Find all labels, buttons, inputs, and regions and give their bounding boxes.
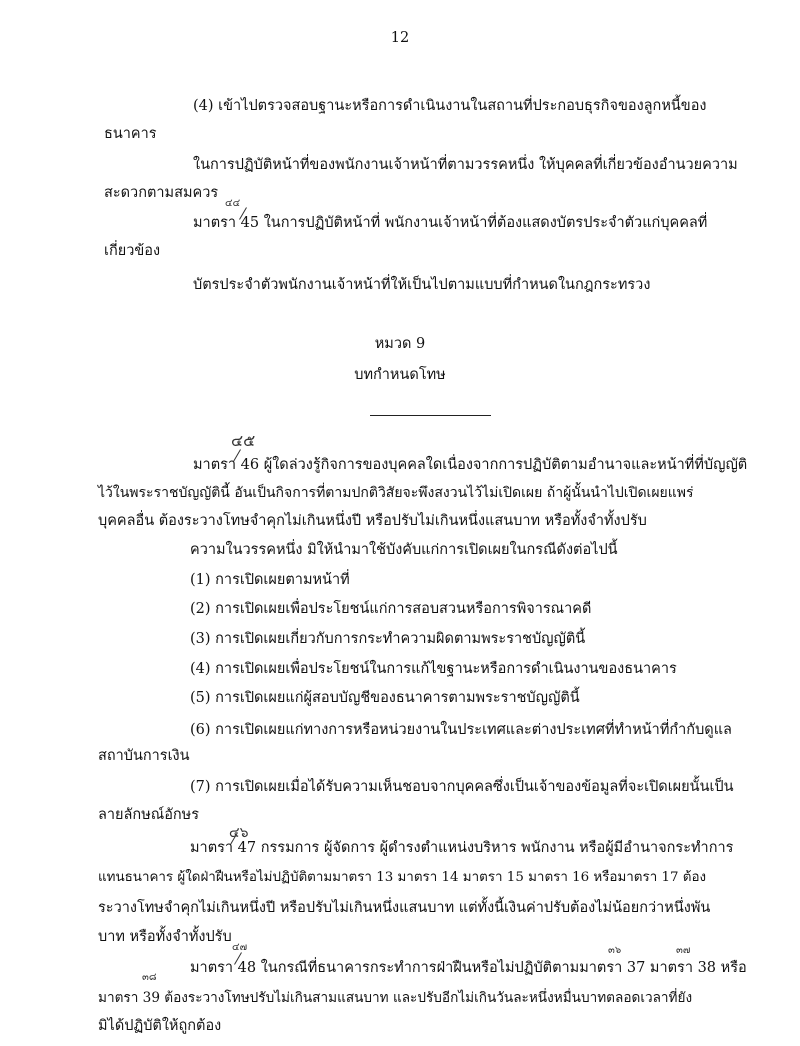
handwritten-note-section-47: ๔๖ xyxy=(229,825,249,841)
list-item: (7) การเปิดเผยเมื่อได้รับความเห็นชอบจากบุคคลซึ่งเป็นเจ้าของข้อมูลที่จะเปิดเผยนั้นเป็น xyxy=(190,779,734,795)
handwritten-note-section-46: ๔๕ xyxy=(231,431,256,450)
chapter-number: หมวด 9 xyxy=(374,336,426,352)
list-item: (1) การเปิดเผยตามหน้าที่ xyxy=(190,572,350,588)
handwritten-note-37: ๓๖ xyxy=(608,945,622,956)
section-45-line-1: มาตรา 45 ในการปฏิบัติหน้าที่ พนักงานเจ้าหน้าที่ต้องแสดงบัตรประจำตัวแก่บุคคลที่ xyxy=(193,215,708,231)
list-item: (3) การเปิดเผยเกี่ยวกับการกระทำความผิดตามพระราชบัญญัตินี้ xyxy=(190,631,586,647)
chapter-title: บทกำหนดโทษ xyxy=(354,367,446,383)
paragraph-line-1: ในการปฏิบัติหน้าที่ของพนักงานเจ้าหน้าที่ตามวรรคหนึ่ง ให้บุคคลที่เกี่ยวข้องอำนวยความ xyxy=(193,157,738,173)
handwritten-note-39: ๓๘ xyxy=(142,972,157,983)
section-45-line-3: บัตรประจำตัวพนักงานเจ้าหน้าที่ให้เป็นไปตามแบบที่กำหนดในกฎกระทรวง xyxy=(193,277,651,293)
section-45-line-2: เกี่ยวข้อง xyxy=(104,243,161,259)
list-item-continuation: ลายลักษณ์อักษร xyxy=(98,807,200,823)
list-item: (5) การเปิดเผยแก่ผู้สอบบัญชีของธนาคารตามพระราชบัญญัตินี้ xyxy=(190,690,580,706)
list-item: (2) การเปิดเผยเพื่อประโยชน์แก่การสอบสวนหรือการพิจารณาคดี xyxy=(190,601,592,617)
section-48-line-3: มิได้ปฏิบัติให้ถูกต้อง xyxy=(98,1018,222,1034)
section-47-line-1: มาตรา 47 กรรมการ ผู้จัดการ ผู้ดำรงตำแหน่งบริหาร พนักงาน หรือผู้มีอำนาจกระทำการ xyxy=(190,840,734,856)
section-46-line-1: มาตรา 46 ผู้ใดล่วงรู้กิจการของบุคคลใดเนื่องจากการปฏิบัติตามอำนาจและหน้าที่ที่บัญญัติ xyxy=(193,457,748,473)
section-47-line-2: แทนธนาคาร ผู้ใดฝ่าฝืนหรือไม่ปฏิบัติตามมาตรา 13 มาตรา 14 มาตรา 15 มาตรา 16 หรือมาตรา 17 ต้อง xyxy=(98,870,707,885)
section-48-line-1: มาตรา 48 ในกรณีที่ธนาคารกระทำการฝ่าฝืนหรือไม่ปฏิบัติตามมาตรา 37 มาตรา 38 หรือ xyxy=(190,960,747,976)
section-47-line-3: ระวางโทษจำคุกไม่เกินหนึ่งปี หรือปรับไม่เกินหนึ่งแสนบาท แต่ทั้งนี้เงินค่าปรับต้องไม่น้อยกว่าหนึ่งพัน xyxy=(98,900,711,916)
list-item-continuation: สถาบันการเงิน xyxy=(98,748,190,764)
handwritten-note-section-48: ๔๗ xyxy=(232,942,248,953)
section-48-line-2: มาตรา 39 ต้องระวางโทษปรับไม่เกินสามแสนบาท และปรับอีกไม่เกินวันละหนึ่งหมื่นบาทตลอดเวลาที่ยัง xyxy=(98,990,693,1006)
list-item: (4) การเปิดเผยเพื่อประโยชน์ในการแก้ไขฐานะหรือการดำเนินงานของธนาคาร xyxy=(190,661,677,677)
section-47-line-4: บาท หรือทั้งจำทั้งปรับ xyxy=(98,929,232,945)
paragraph-line-2: สะดวกตามสมควร xyxy=(104,185,219,201)
handwritten-note-section-45: ๔๔ xyxy=(225,198,241,209)
section-46-line-4: ความในวรรคหนึ่ง มิให้นำมาใช้บังคับแก่การเปิดเผยในกรณีดังต่อไปนี้ xyxy=(190,542,618,558)
chapter-divider xyxy=(370,415,491,416)
list-item: (6) การเปิดเผยแก่ทางการหรือหน่วยงานในประเทศและต่างประเทศที่ทำหน้าที่กำกับดูแล xyxy=(190,722,732,738)
clause-4-line-1: (4) เข้าไปตรวจสอบฐานะหรือการดำเนินงานในสถานที่ประกอบธุรกิจของลูกหนี้ของ xyxy=(193,98,707,114)
section-46-line-3: บุคคลอื่น ต้องระวางโทษจำคุกไม่เกินหนึ่งปี หรือปรับไม่เกินหนึ่งแสนบาท หรือทั้งจำทั้งปรับ xyxy=(98,513,647,529)
page-number: 12 xyxy=(390,30,410,46)
handwritten-note-38: ๓๗ xyxy=(676,945,691,956)
clause-4-line-2: ธนาคาร xyxy=(104,126,157,142)
section-46-line-2: ไว้ในพระราชบัญญัตินี้ อันเป็นกิจการที่ตามปกติวิสัยจะพึงสงวนไว้ไม่เปิดเผย ถ้าผู้นั้นนำไปเปิดเผยแพร่ xyxy=(98,485,694,501)
